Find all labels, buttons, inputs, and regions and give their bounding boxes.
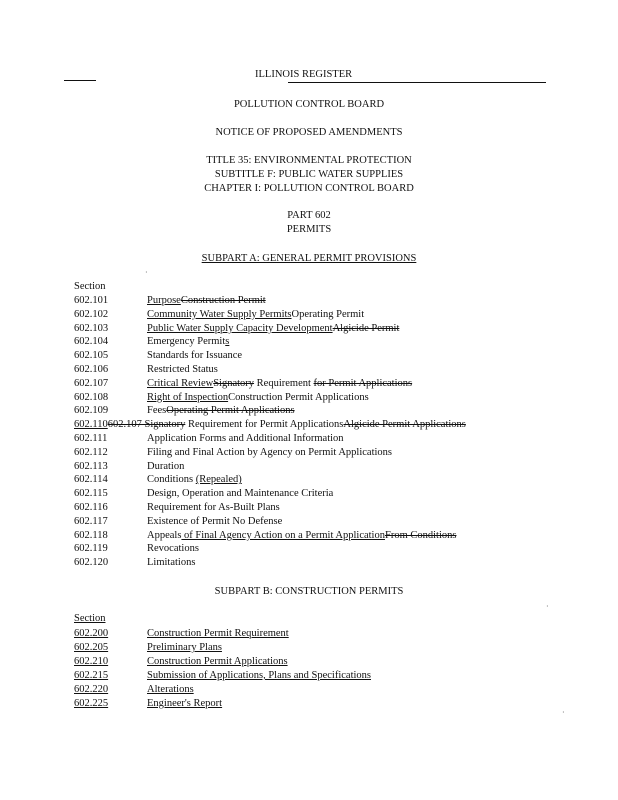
section-title-segment: Design, Operation and Maintenance Criteria [147, 488, 334, 500]
section-number: 602.113 [74, 460, 108, 472]
part-name: PERMITS [286, 224, 332, 235]
section-title [147, 308, 364, 322]
section-title-segment: Purpose [147, 295, 181, 306]
section-row [74, 349, 554, 363]
section-title [147, 363, 218, 377]
section-title-segment: Right of Inspection [147, 391, 229, 403]
section-title-segment: Requirement for As-Built Plans [147, 502, 280, 513]
subpart-a-heading-text: SUBPART A: GENERAL PERMIT PROVISIONS [201, 253, 417, 264]
subpart-a-heading [0, 252, 618, 266]
section-row [74, 542, 554, 556]
section-title [147, 683, 194, 697]
section-row [74, 460, 554, 474]
section-number: 602.117 [74, 515, 108, 527]
section-number: 602.106 [74, 364, 109, 375]
subpart-b-section-label [74, 612, 106, 626]
section-title [147, 487, 333, 501]
section-title-segment: Operating Permit Applications [166, 405, 295, 417]
section-title [147, 697, 222, 711]
section-row [74, 487, 554, 501]
section-number: 602.104 [74, 336, 109, 348]
section-row [74, 446, 554, 460]
section-row [74, 627, 554, 641]
section-title [147, 529, 456, 543]
section-row [74, 556, 554, 570]
section-number: 602.105 [74, 350, 109, 362]
section-title [147, 669, 371, 683]
section-row [74, 501, 554, 515]
section-title-segment: Requirement for Permit Applications [185, 419, 344, 431]
section-title [147, 473, 242, 487]
section-title [147, 377, 412, 391]
section-title-segment: Application Forms and Additional Information [147, 433, 344, 444]
section-title-segment: Conditions [147, 474, 196, 486]
section-title-segment: Alterations [147, 684, 194, 695]
section-entry [74, 418, 466, 432]
subpart-a-section-label: Section [74, 281, 106, 292]
section-number: 602.116 [74, 502, 108, 513]
register-title: ILLINOIS REGISTER [255, 69, 353, 80]
section-number: 602.200 [74, 628, 109, 639]
section-row [74, 404, 554, 418]
section-title-segment: Submission of Applications, Plans and Specifications [147, 670, 371, 681]
section-title-segment: (Repealed) [195, 474, 242, 486]
section-title-segment: Signatory [144, 419, 186, 431]
section-title-segment: Construction Permit Applications [228, 391, 369, 403]
section-title-segment: Critical Review [147, 377, 214, 389]
section-number: 602.114 [74, 474, 108, 486]
section-row [74, 432, 554, 446]
section-row [74, 683, 554, 697]
section-number: 602.107 [74, 377, 109, 389]
section-title-segment: Emergency Permit [147, 336, 226, 348]
section-number: 602.120 [74, 557, 109, 569]
scan-speck: · [562, 708, 565, 717]
section-row [74, 294, 554, 308]
section-title-segment: of Final Agency Action on a Permit Application [181, 529, 385, 541]
section-number: 602.112 [74, 446, 108, 458]
section-number: 602.205 [74, 642, 109, 653]
section-title-segment: Construction Permit Applications [147, 656, 288, 667]
section-title-segment: s [225, 336, 230, 348]
section-row [74, 669, 554, 683]
section-title-segment: Requirement [254, 377, 314, 389]
header-rule [288, 82, 546, 83]
section-title-segment: Standards for Issuance [147, 350, 243, 362]
chapter-line: CHAPTER I: POLLUTION CONTROL BOARD [204, 183, 414, 194]
section-title [147, 432, 344, 446]
section-title [147, 627, 289, 641]
notice-title: NOTICE OF PROPOSED AMENDMENTS [215, 127, 403, 138]
section-number: 602.103 [74, 322, 109, 334]
section-title-segment: for Permit Applications [313, 377, 413, 389]
section-number: 602.115 [74, 488, 108, 500]
section-number: 602.101 [74, 295, 109, 306]
section-title-segment: Construction Permit Requirement [147, 628, 289, 639]
section-row [74, 529, 554, 543]
section-number: 602.102 [74, 308, 109, 320]
section-title [147, 515, 282, 529]
section-title-segment: Algicide Permit [332, 322, 400, 334]
section-title-segment: Appeals [147, 529, 182, 541]
header-dash [64, 80, 96, 81]
section-title-segment: Engineer's Report [147, 698, 223, 709]
section-row [74, 377, 554, 391]
section-row [74, 308, 554, 322]
scan-speck: · [145, 268, 148, 277]
section-title-segment: Fees [147, 405, 167, 417]
section-number: 602.215 [74, 670, 109, 681]
section-number: 602.119 [74, 543, 108, 555]
part-number: PART 602 [287, 210, 331, 221]
section-title [147, 556, 195, 570]
section-number: 602.220 [74, 684, 109, 695]
section-title-segment: From Conditions [384, 529, 457, 541]
section-row [74, 322, 554, 336]
section-title-segment: Limitations [147, 557, 196, 569]
section-number: 602.109 [74, 405, 109, 417]
subpart-b-section-label-text: Section [74, 613, 106, 624]
section-title [147, 446, 392, 460]
subpart-b-heading: SUBPART B: CONSTRUCTION PERMITS [214, 586, 404, 597]
section-title-segment: Construction Permit [180, 295, 266, 306]
section-title [147, 655, 288, 669]
section-title-segment: Public Water Supply Capacity Development [147, 322, 333, 334]
section-number: 602.210 [74, 656, 109, 667]
section-title-segment: Preliminary Plans [147, 642, 222, 653]
section-title-segment: Filing and Final Action by Agency on Permit Applications [147, 446, 392, 458]
section-title [147, 641, 222, 655]
section-title-segment: Community Water Supply Permits [147, 308, 292, 320]
section-number-deleted: 602.107 [107, 419, 145, 431]
section-title-segment: Existence of Permit No Defense [147, 515, 283, 527]
section-title [147, 542, 199, 556]
subtitle-line: SUBTITLE F: PUBLIC WATER SUPPLIES [214, 169, 404, 180]
section-title-segment: Signatory [213, 377, 255, 389]
section-title [147, 294, 266, 308]
section-number: 602.110 [74, 419, 108, 431]
section-row [74, 655, 554, 669]
section-row [74, 391, 554, 405]
section-title [147, 322, 399, 336]
section-title [147, 335, 229, 349]
section-number: 602.108 [74, 391, 109, 403]
title-line: TITLE 35: ENVIRONMENTAL PROTECTION [206, 155, 412, 166]
section-row [74, 515, 554, 529]
section-title-segment: Revocations [147, 543, 199, 555]
section-title [147, 501, 280, 515]
section-row [74, 363, 554, 377]
section-row [74, 641, 554, 655]
section-title [147, 404, 295, 418]
section-row [74, 418, 554, 432]
board-name: POLLUTION CONTROL BOARD [233, 99, 385, 110]
section-title-segment: Duration [147, 460, 185, 472]
section-row [74, 335, 554, 349]
section-title [147, 460, 184, 474]
section-row [74, 473, 554, 487]
scan-speck: · [546, 602, 549, 611]
section-title [147, 349, 242, 363]
section-title [147, 391, 369, 405]
section-title-segment: Restricted Status [147, 364, 218, 375]
section-title-segment: Algicide Permit Applications [343, 419, 466, 431]
section-row [74, 697, 554, 711]
section-number: 602.111 [74, 433, 108, 444]
section-number: 602.118 [74, 529, 108, 541]
section-number: 602.225 [74, 698, 109, 709]
section-title-segment: Operating Permit [291, 308, 365, 320]
